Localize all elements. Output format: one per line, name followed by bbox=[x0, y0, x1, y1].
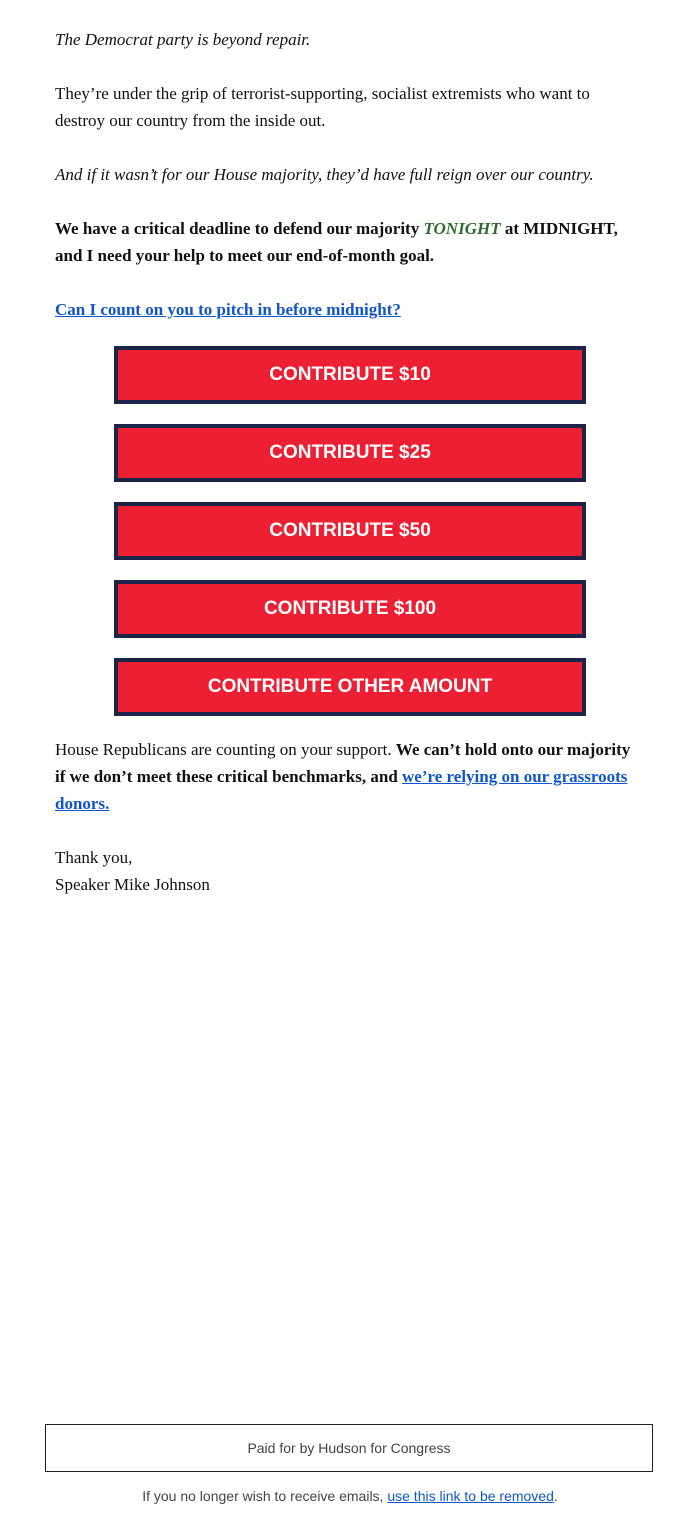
paragraph-cta bbox=[55, 296, 635, 323]
unsubscribe-line bbox=[0, 1486, 700, 1506]
contribution-buttons bbox=[114, 346, 586, 716]
paragraph-extremists: They’re under the grip of terrorist-supporting, socialist extremists who want to destroy our country from the inside out. bbox=[55, 84, 590, 130]
contribute-other-amount-button[interactable]: CONTRIBUTE OTHER AMOUNT bbox=[114, 658, 586, 716]
email-body bbox=[55, 26, 635, 925]
unsubscribe-link[interactable]: use this link to be removed bbox=[387, 1488, 554, 1504]
paragraph-deadline bbox=[55, 215, 635, 269]
contribute-50-button[interactable]: CONTRIBUTE $50 bbox=[114, 502, 586, 560]
tonight-emphasis: TONIGHT bbox=[423, 219, 501, 238]
pitch-in-link[interactable]: Can I count on you to pitch in before midnight? bbox=[55, 300, 401, 319]
closing-thanks: Thank you, bbox=[55, 848, 133, 867]
contribute-100-button[interactable]: CONTRIBUTE $100 bbox=[114, 580, 586, 638]
grassroots-donors-link[interactable]: we’re relying on our grassroots donors. bbox=[55, 767, 628, 813]
deadline-text-start: We have a critical deadline to defend our majority bbox=[55, 219, 424, 238]
signature bbox=[55, 844, 635, 898]
support-text: House Republicans are counting on your support. bbox=[55, 740, 396, 759]
paragraph-majority: And if it wasn’t for our House majority, they’d have full reign over our country. bbox=[55, 165, 594, 184]
paragraph-support bbox=[55, 736, 635, 817]
unsubscribe-text: If you no longer wish to receive emails, bbox=[142, 1488, 388, 1504]
deadline-text-end: at MIDNIGHT, and I need your help to meet our end-of-month goal. bbox=[55, 219, 618, 265]
paragraph-intro: The Democrat party is beyond repair. bbox=[55, 30, 311, 49]
signature-name: Speaker Mike Johnson bbox=[55, 875, 210, 894]
paid-for-disclaimer: Paid for by Hudson for Congress bbox=[45, 1424, 653, 1472]
contribute-25-button[interactable]: CONTRIBUTE $25 bbox=[114, 424, 586, 482]
contribute-10-button[interactable]: CONTRIBUTE $10 bbox=[114, 346, 586, 404]
benchmarks-text: We can’t hold onto our majority if we don’t meet these critical benchmarks, and bbox=[55, 740, 631, 786]
unsubscribe-period: . bbox=[553, 1488, 558, 1504]
